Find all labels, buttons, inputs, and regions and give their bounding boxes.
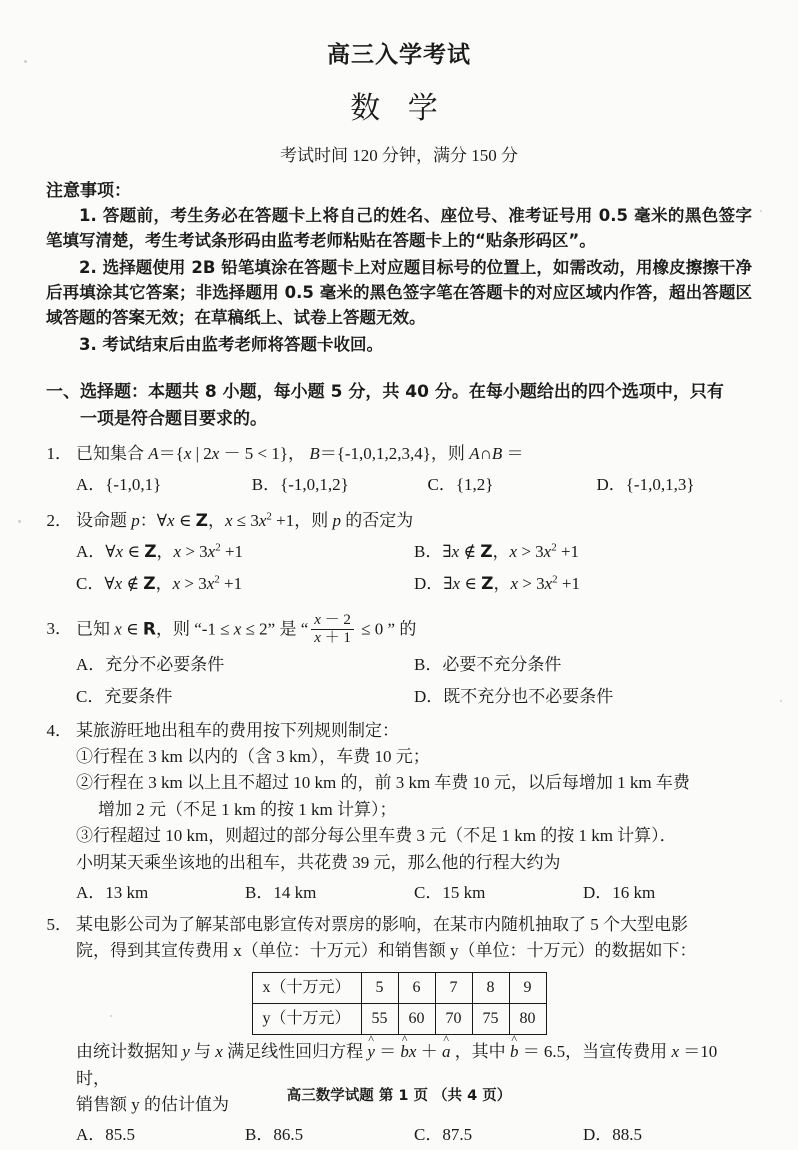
question-5-option-d[interactable]: D．88.5 bbox=[583, 1125, 643, 1145]
section-text-line1: 本题共 8 小题，每小题 5 分，共 40 分。在每小题给出的四个选项中，只有 bbox=[148, 382, 724, 403]
scan-speck bbox=[24, 60, 27, 63]
question-5-tail-line-1: 由统计数据知 y 与 x 满足线性回归方程 y ^ ＝ b ^x ＋ a ^ ，其中 b ^ ＝ 6.5，当宣传费用 x ＝10 时， bbox=[46, 1039, 752, 1092]
question-3-options-row2 bbox=[46, 683, 752, 712]
question-3-options-row1 bbox=[46, 651, 752, 680]
table-row1-header: x（十万元） bbox=[252, 973, 361, 1004]
question-3: 3． 已知 x ∈ R，则 “-1 ≤ x ≤ 2” 是 “ $\frac{x - 2}{x + 1}$ ≤ 0 ” 的 A．充分不必要条件 B．必要不充分条件 C．充要条件 D．既不充分也不必要条件 bbox=[46, 613, 752, 712]
section-one-heading bbox=[46, 379, 752, 432]
question-4-option-d[interactable]: D．16 km bbox=[583, 882, 656, 902]
question-2-option-c[interactable]: C．∀x ∉ Z，$x > 3x^2 +1$ bbox=[76, 572, 243, 594]
table-row bbox=[252, 1004, 546, 1035]
question-4 bbox=[46, 718, 752, 908]
question-4-number: 4． bbox=[46, 720, 72, 740]
question-2-option-b[interactable]: B．∃x ∉ Z，$x > 3x^2 +1$ bbox=[414, 541, 580, 562]
question-1-option-c[interactable]: C．{1,2} bbox=[427, 474, 494, 494]
table-row1-cell-1: 5 bbox=[361, 973, 398, 1004]
question-4-option-c[interactable]: C．15 km bbox=[414, 882, 486, 902]
table-row1-cell-4: 8 bbox=[472, 973, 509, 1004]
table-row2-cell-2: 60 bbox=[398, 1004, 435, 1035]
table-row1-cell-5: 9 bbox=[509, 973, 546, 1004]
question-5-option-c[interactable]: C．87.5 bbox=[414, 1125, 473, 1145]
table-row bbox=[252, 973, 546, 1004]
question-4-stem-line-1: 某旅游旺地出租车的费用按下列规则制定： bbox=[76, 720, 399, 740]
question-5 bbox=[46, 912, 752, 1150]
question-4-stem-line-2: ①行程在 3 km 以内的（含 3 km），车费 10 元； bbox=[76, 747, 430, 767]
question-3-option-c[interactable]: C．充要条件 bbox=[76, 686, 173, 706]
notice-heading: 注意事项： bbox=[46, 181, 131, 201]
section-label: 选择题： bbox=[80, 382, 148, 403]
question-5-stem-line-1: 某电影公司为了解某部电影宣传对票房的影响，在某市内随机抽取了 5 个大型电影 bbox=[76, 914, 688, 934]
table-row2-header: y（十万元） bbox=[252, 1004, 361, 1035]
question-4-stem-line-3: ②行程在 3 km 以上且不超过 10 km 的，前 3 km 车费 10 元，以后每增加 1 km 车费 bbox=[76, 773, 690, 793]
question-4-stem-line-6: 小明某天乘坐该地的出租车，共花费 39 元，那么他的行程大约为 bbox=[76, 852, 561, 872]
scan-speck bbox=[18, 520, 21, 523]
table-row2-cell-5: 80 bbox=[509, 1004, 546, 1035]
scan-speck bbox=[780, 700, 782, 702]
question-5-number: 5． bbox=[46, 914, 72, 934]
question-5-options bbox=[46, 1121, 752, 1150]
question-3-option-b[interactable]: B．必要不充分条件 bbox=[414, 655, 562, 675]
table-row2-cell-3: 70 bbox=[435, 1004, 472, 1035]
page-footer: 高三数学试题 第 1 页 （共 4 页） bbox=[286, 1088, 512, 1104]
question-2: 2． 设命题 p：∀x ∈ Z，$x \le 3x^2 +1$，则 p 的否定为 A．∀x ∈ Z，$x > 3x^2 +1$ B．∃x ∉ Z，$x > 3x^2 +1$ C．∀x ∉ Z，$x > 3x^2 +1$ D．∃x ∈ Z，$x > 3x^2 +1$ bbox=[46, 508, 752, 598]
scan-speck bbox=[110, 1015, 112, 1017]
exam-info: 考试时间 120 分钟，满分 150 分 bbox=[280, 146, 518, 165]
question-5-tail-line-2: 销售额 y 的估计值为 bbox=[76, 1095, 229, 1115]
question-3-option-a[interactable]: A．充分不必要条件 bbox=[76, 655, 225, 675]
notice-item-3: 3. 考试结束后由监考老师将答题卡收回。 bbox=[79, 335, 383, 355]
notice-item-1: 1. 答题前，考生务必在答题卡上将自己的姓名、座位号、准考证号用 0.5 毫米的黑色签字笔填写清楚，考生考试条形码由监考老师粘贴在答题卡上的“贴条形码区”。 bbox=[46, 206, 752, 251]
question-1-options bbox=[46, 471, 752, 500]
question-1-option-a[interactable]: A．{-1,0,1} bbox=[76, 474, 162, 494]
question-1-option-d[interactable]: D．{-1,0,1,3} bbox=[596, 474, 695, 494]
question-1: 1． 已知集合 A＝{x | 2x － 5 < 1}， B＝{-1,0,1,2,3,4}，则 A∩B ＝ A．{-1,0,1} B．{-1,0,1,2} C．{1,2} D．{-1,0,1,3} bbox=[46, 441, 752, 499]
table-row2-cell-4: 75 bbox=[472, 1004, 509, 1035]
subject-title: 数 学 bbox=[350, 92, 448, 125]
table-row1-cell-3: 7 bbox=[435, 973, 472, 1004]
question-1-option-b[interactable]: B．{-1,0,1,2} bbox=[251, 474, 349, 494]
question-3-number: 3． bbox=[46, 619, 72, 639]
question-2-option-d[interactable]: D．∃x ∈ Z，$x > 3x^2 +1$ bbox=[414, 572, 580, 594]
data-table bbox=[252, 972, 547, 1035]
question-3-option-d[interactable]: D．既不充分也不必要条件 bbox=[414, 686, 614, 706]
question-4-option-a[interactable]: A．13 km bbox=[76, 882, 149, 902]
notice-item-2: 2. 选择题使用 2B 铅笔填涂在答题卡上对应题目标号的位置上，如需改动，用橡皮擦擦干净后再填涂其它答案；非选择题用 0.5 毫米的黑色签字笔在答题卡的对应区域内作答，超出答题区域答题的答案无效；在草稿纸上、试卷上答题无效。 bbox=[46, 258, 752, 328]
question-1-number: 1． bbox=[46, 444, 72, 464]
table-row2-cell-1: 55 bbox=[361, 1004, 398, 1035]
question-4-options bbox=[46, 879, 752, 908]
question-5-stem-line-2: 院，得到其宣传费用 x（单位：十万元）和销售额 y（单位：十万元）的数据如下： bbox=[76, 941, 697, 961]
section-number: 一、 bbox=[46, 382, 80, 403]
page-title: 高三入学考试 bbox=[327, 42, 471, 68]
question-2-number: 2． bbox=[46, 511, 72, 531]
question-2-options-row2 bbox=[46, 570, 752, 599]
question-4-option-b[interactable]: B．14 km bbox=[245, 882, 317, 902]
section-text-line2: 一项是符合题目要求的。 bbox=[80, 408, 267, 429]
question-2-options-row1 bbox=[46, 538, 752, 567]
question-5-option-b[interactable]: B．86.5 bbox=[245, 1125, 304, 1145]
question-4-stem-line-5: ③行程超过 10 km，则超过的部分每公里车费 3 元（不足 1 km 的按 1 km 计算）． bbox=[76, 826, 677, 846]
question-5-option-a[interactable]: A．85.5 bbox=[76, 1125, 136, 1145]
table-row1-cell-2: 6 bbox=[398, 973, 435, 1004]
question-2-option-a[interactable]: A．∀x ∈ Z，$x > 3x^2 +1$ bbox=[76, 541, 244, 562]
scan-speck bbox=[760, 210, 762, 212]
question-4-stem-line-4: 增加 2 元（不足 1 km 的按 1 km 计算）； bbox=[98, 799, 397, 819]
